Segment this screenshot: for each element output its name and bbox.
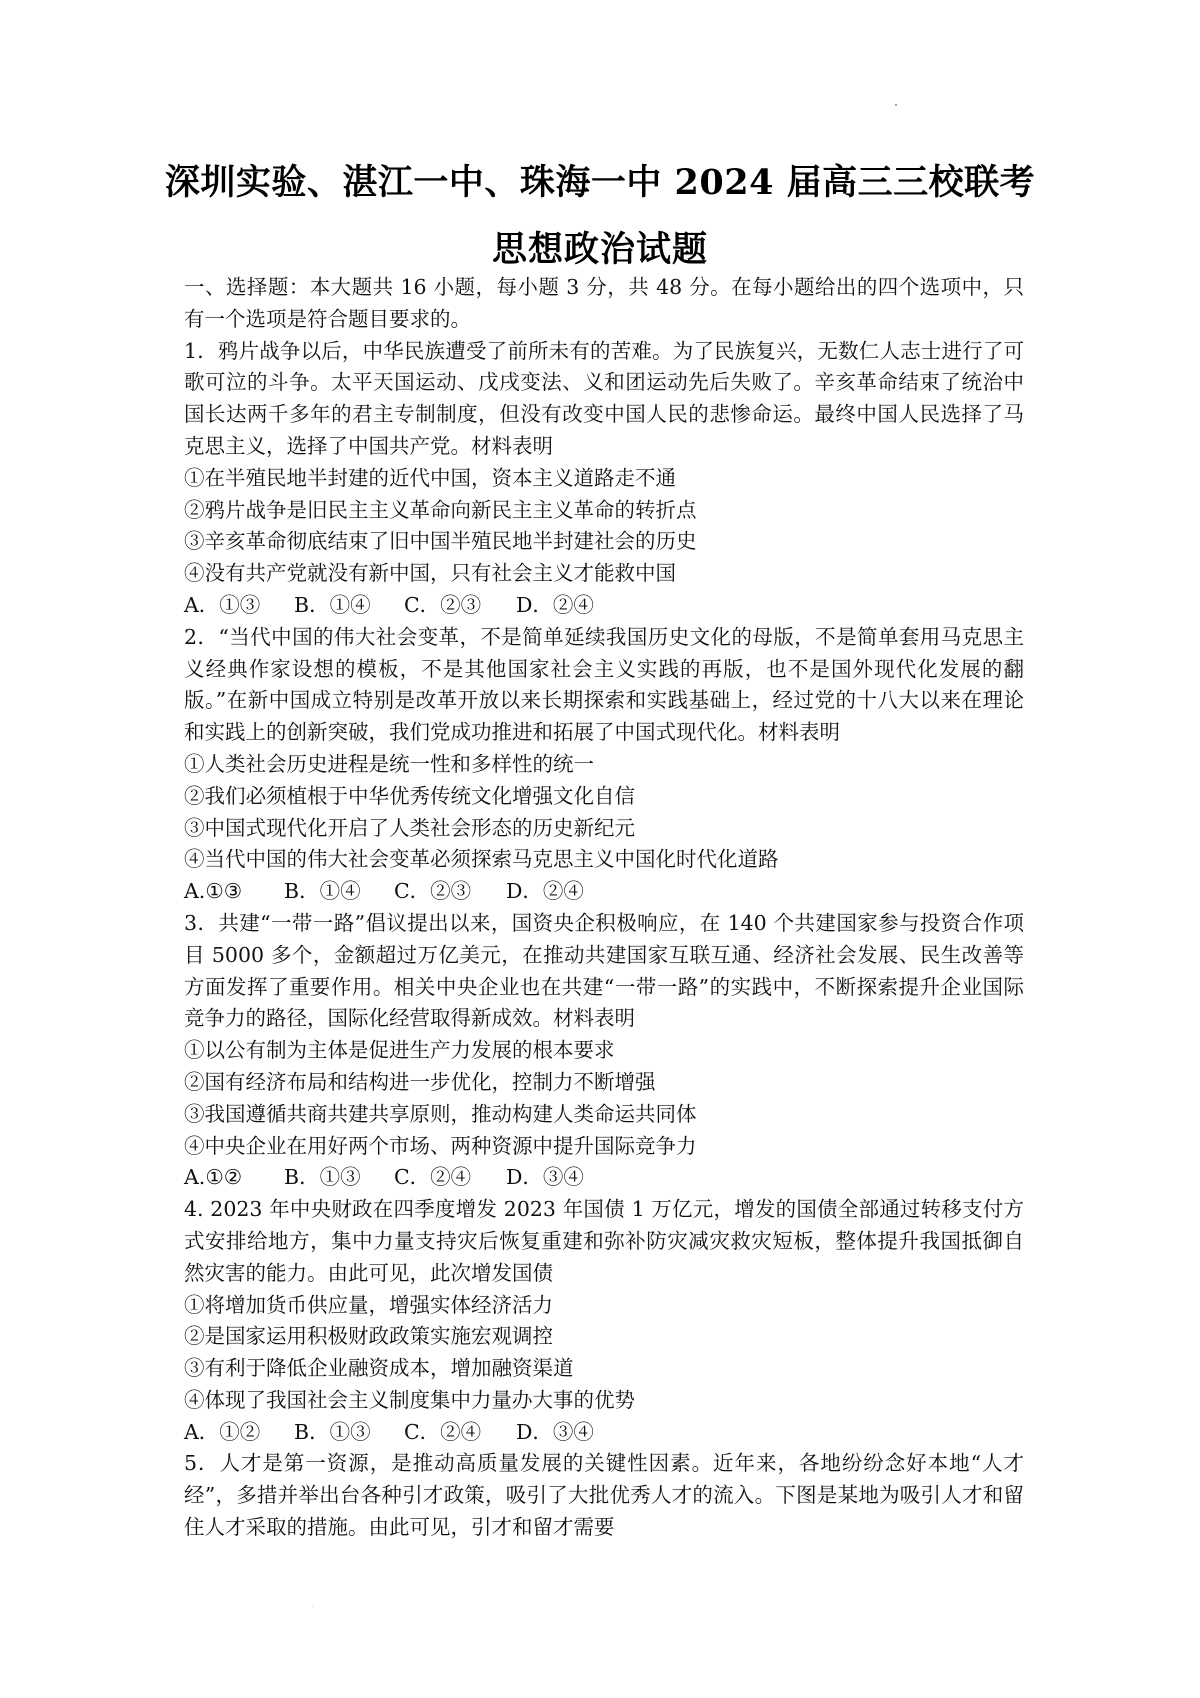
section-instructions: 一、选择题：本大题共 16 小题，每小题 3 分，共 48 分。在每小题给出的四个选项中，只有一个选项是符合题目要求的。 (184, 275, 1024, 331)
statement-2: ②鸦片战争是旧民主主义革命向新民主主义革命的转折点 (184, 497, 697, 522)
statement-4: ④中央企业在用好两个市场、两种资源中提升国际竞争力 (184, 1133, 697, 1158)
exam-subject: 思想政治试题 (491, 229, 708, 270)
answer-choice-d: D．②④ (516, 592, 594, 617)
scan-speck (895, 104, 897, 106)
statement-2: ②国有经济布局和结构进一步优化，控制力不断增强 (184, 1069, 656, 1094)
question-stem: 4. 2023 年中央财政在四季度增发 2023 年国债 1 万亿元，增发的国债全部通过转移支付方式安排给地方，集中力量支持灾后恢复重建和弥补防灾减灾救灾短板，整体提升我国抵御自然灾害的能力。由此可见，此次增发国债 (184, 1197, 1024, 1285)
statement-3: ③有利于降低企业融资成本，增加融资渠道 (184, 1356, 574, 1381)
answer-choice-c: C．②③ (394, 879, 472, 904)
answer-choice-a: A．①③ (184, 592, 261, 617)
statement-3: ③我国遵循共商共建共享原则，推动构建人类命运共同体 (184, 1101, 697, 1126)
question-stem: 3．共建“一带一路”倡议提出以来，国资央企积极响应，在 140 个共建国家参与投资合作项目 5000 多个，金额超过万亿美元，在推动共建国家互联互通、经济社会发展、民生改善等方面发挥了重要作用。相关中央企业也在共建“一带一路”的实践中，不断探索提升企业国际竞争力的路径，国际化经营取得新成效。材料表明 (184, 910, 1024, 1031)
statement-4: ④当代中国的伟大社会变革必须探索马克思主义中国化时代化道路 (184, 847, 779, 872)
statement-1: ①以公有制为主体是促进生产力发展的根本要求 (184, 1038, 615, 1063)
statement-1: ①在半殖民地半封建的近代中国，资本主义道路走不通 (184, 465, 676, 490)
answer-choice-c: C．②④ (404, 1419, 482, 1444)
question-stem: 2．“当代中国的伟大社会变革，不是简单延续我国历史文化的母版，不是简单套用马克思主义经典作家设想的模板，不是其他国家社会主义实践的再版，也不是国外现代化发展的翻版。”在新中国成立特别是改革开放以来长期探索和实践基础上，经过党的十八大以来在理论和实践上的创新突破，我们党成功推进和拓展了中国式现代化。材料表明 (184, 624, 1024, 745)
question-4 (184, 1194, 1024, 1448)
question-3 (184, 908, 1024, 1194)
question-2 (184, 622, 1024, 908)
answer-choices (184, 590, 1024, 622)
answer-choice-a: A.①② (184, 1165, 243, 1190)
answer-choices (184, 1417, 1024, 1449)
answer-choice-d: D．③④ (506, 1165, 584, 1190)
question-stem: 5．人才是第一资源，是推动高质量发展的关键性因素。近年来，各地纷纷念好本地“人才经”，多措并举出台各种引才政策，吸引了大批优秀人才的流入。下图是某地为吸引人才和留住人才采取的措施。由此可见，引才和留才需要 (184, 1451, 1024, 1540)
answer-choice-c: C．②③ (404, 592, 482, 617)
answer-choice-c: C．②④ (394, 1165, 472, 1190)
answer-choice-b: B．①③ (284, 1165, 361, 1190)
answer-choice-b: B．①③ (294, 1419, 371, 1444)
answer-choice-b: B．①④ (294, 592, 371, 617)
exam-content (184, 272, 1024, 1544)
answer-choice-a: A.①③ (184, 879, 243, 904)
statement-2: ②是国家运用积极财政政策实施宏观调控 (184, 1324, 553, 1349)
exam-title: 深圳实验、湛江一中、珠海一中 2024 届高三三校联考 (164, 162, 1036, 203)
answer-choice-a: A．①② (184, 1419, 261, 1444)
answer-choice-d: D．②④ (506, 879, 584, 904)
statement-3: ③中国式现代化开启了人类社会形态的历史新纪元 (184, 815, 635, 840)
answer-choice-d: D．③④ (516, 1419, 594, 1444)
question-5 (184, 1448, 1024, 1543)
answer-choice-b: B．①④ (284, 879, 361, 904)
statement-4: ④没有共产党就没有新中国，只有社会主义才能救中国 (184, 561, 676, 586)
statement-4: ④体现了我国社会主义制度集中力量办大事的优势 (184, 1387, 635, 1412)
scan-speck (312, 1606, 313, 1607)
question-stem: 1．鸦片战争以后，中华民族遭受了前所未有的苦难。为了民族复兴，无数仁人志士进行了可歌可泣的斗争。太平天国运动、戊戌变法、义和团运动先后失败了。辛亥革命结束了统治中国长达两千多年的君主专制制度，但没有改变中国人民的悲惨命运。最终中国人民选择了马克思主义，选择了中国共产党。材料表明 (184, 338, 1024, 458)
statement-1: ①将增加货币供应量，增强实体经济活力 (184, 1292, 553, 1317)
answer-choices (184, 876, 1024, 908)
answer-choices (184, 1162, 1024, 1194)
question-1 (184, 336, 1024, 622)
statement-2: ②我们必须植根于中华优秀传统文化增强文化自信 (184, 783, 635, 808)
statement-1: ①人类社会历史进程是统一性和多样性的统一 (184, 751, 594, 776)
statement-3: ③辛亥革命彻底结束了旧中国半殖民地半封建社会的历史 (184, 529, 697, 554)
